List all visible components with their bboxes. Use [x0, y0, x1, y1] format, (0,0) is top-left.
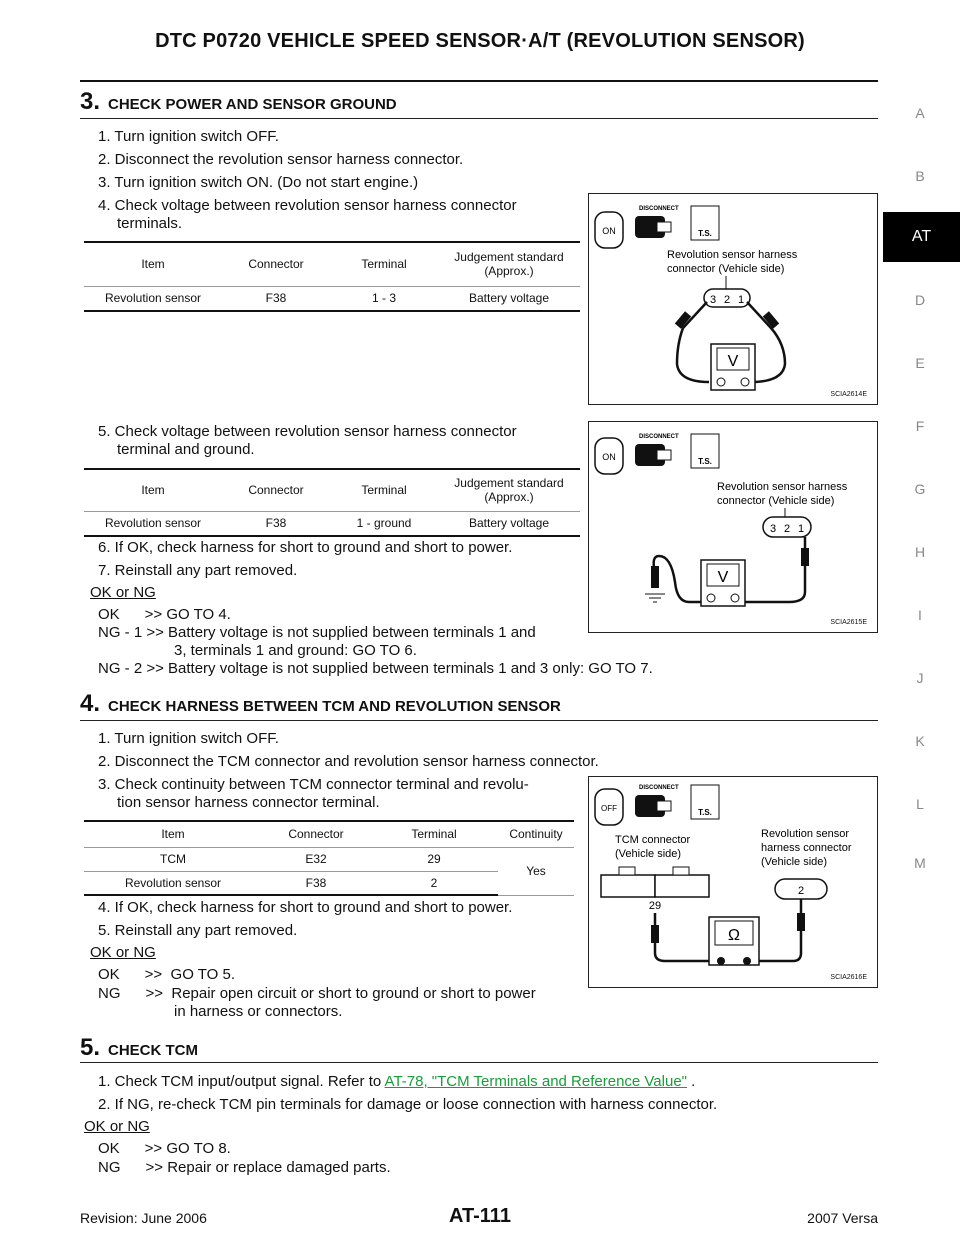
step5-heading	[80, 1034, 198, 1062]
figure-voltage-ground	[588, 421, 878, 633]
table-cell: Revolution sensor	[84, 511, 222, 536]
footer-revision: Revision: June 2006	[80, 1210, 207, 1226]
step3-item-5-line1: 5. Check voltage between revolution sensor harness connector	[98, 423, 517, 440]
disconnect-label: DISCONNECT	[639, 206, 679, 212]
table-continuity	[84, 820, 574, 896]
step4-ok-result: OK >> GO TO 5.	[98, 966, 235, 983]
table-header: Terminal	[370, 821, 498, 847]
ts-label: T.S.	[698, 229, 712, 238]
step3-item-5-line2: terminal and ground.	[117, 441, 255, 458]
table-cell: Battery voltage	[438, 511, 580, 536]
step3-heading	[80, 88, 397, 116]
voltage-ground-diagram	[589, 422, 877, 632]
step4-title: CHECK HARNESS BETWEEN TCM AND REVOLUTION SENSOR	[108, 698, 561, 715]
voltmeter-icon	[701, 560, 745, 606]
pin-label: 3	[769, 523, 777, 535]
ignition-on-icon	[595, 438, 623, 474]
side-index-i[interactable]: I	[918, 607, 922, 623]
table-row	[84, 286, 580, 311]
table-header: Continuity	[498, 821, 574, 847]
table-cell: Yes	[498, 847, 574, 895]
ignition-label: ON	[602, 452, 616, 462]
table-cell: F38	[222, 511, 330, 536]
connector-label-line2: connector (Vehicle side)	[717, 495, 835, 507]
step5-ng-result: NG >> Repair or replace damaged parts.	[98, 1159, 391, 1176]
step5-item-1-end: .	[687, 1073, 696, 1090]
side-index-l[interactable]: L	[916, 796, 924, 812]
meter-label: V	[727, 353, 739, 370]
voltage-terminals-diagram	[589, 194, 877, 404]
test-equipment-icon	[691, 206, 719, 240]
tcm-connector-label-line1: TCM connector	[615, 834, 691, 846]
step4-item-2: 2. Disconnect the TCM connector and revolution sensor harness connector.	[98, 753, 599, 770]
revolution-sensor-connector	[775, 879, 827, 899]
side-index-k[interactable]: K	[915, 733, 925, 749]
test-equipment-icon	[691, 785, 719, 819]
step3-item-3: 3. Turn ignition switch ON. (Do not start engine.)	[98, 174, 419, 191]
step3-title: CHECK POWER AND SENSOR GROUND	[108, 96, 397, 113]
step3-ok-ng-label: OK or NG	[90, 584, 156, 601]
side-index-g[interactable]: G	[914, 481, 926, 497]
ohmmeter-icon	[709, 917, 759, 965]
step4-item-3-line2: tion sensor harness connector terminal.	[117, 794, 380, 811]
side-index-m[interactable]: M	[914, 855, 926, 871]
table-cell: Revolution sensor	[84, 871, 262, 895]
pin-label: 3	[709, 294, 717, 306]
side-index-j[interactable]: J	[916, 670, 924, 686]
test-equipment-icon	[691, 434, 719, 468]
ignition-label: ON	[602, 226, 616, 236]
step4-rule	[80, 720, 878, 721]
table-header: Item	[84, 242, 222, 286]
pin-label: 2	[723, 294, 731, 306]
step4-item-3-line1: 3. Check continuity between TCM connector terminal and revolu-	[98, 776, 529, 793]
step4-ng-result-line1: NG >> Repair open circuit or short to ground or short to power	[98, 985, 536, 1002]
connector-label-line1: Revolution sensor harness	[667, 249, 798, 261]
table-voltage-ground	[84, 468, 580, 537]
step5-ok-result: OK >> GO TO 8.	[98, 1140, 231, 1157]
step3-ng2-result: NG - 2 >> Battery voltage is not supplied between terminals 1 and 3 only: GO TO 7.	[98, 660, 653, 677]
table-cell: F38	[222, 286, 330, 311]
continuity-diagram	[589, 777, 877, 987]
side-index-e[interactable]: E	[915, 355, 925, 371]
step4-item-4: 4. If OK, check harness for short to ground and short to power.	[98, 899, 513, 916]
step5-item-2: 2. If NG, re-check TCM pin terminals for damage or loose connection with harness connector.	[98, 1096, 718, 1113]
step3-item-6: 6. If OK, check harness for short to ground and short to power.	[98, 539, 513, 556]
table-header: Connector	[262, 821, 370, 847]
disconnect-icon	[635, 785, 679, 817]
table-cell: E32	[262, 847, 370, 871]
meter-label: Ω	[728, 927, 740, 944]
rev-connector-label-line2: harness connector	[761, 842, 852, 854]
step5-number: 5.	[80, 1034, 101, 1061]
step5-title: CHECK TCM	[108, 1042, 199, 1059]
table-cell: TCM	[84, 847, 262, 871]
rev-connector-label-line1: Revolution sensor	[761, 828, 850, 840]
table-cell: Battery voltage	[438, 286, 580, 311]
table-cell: 29	[370, 847, 498, 871]
step3-ng1-result-line1: NG - 1 >> Battery voltage is not supplied between terminals 1 and	[98, 624, 536, 641]
side-index-b[interactable]: B	[915, 168, 925, 184]
step5-item-1	[98, 1073, 695, 1091]
table-header: Terminal	[330, 469, 438, 511]
rev-connector-label-line3: (Vehicle side)	[761, 856, 828, 868]
disconnect-label: DISCONNECT	[639, 785, 679, 791]
disconnect-icon	[635, 434, 679, 466]
ignition-off-icon	[595, 789, 623, 825]
figure-code: SCIA2614E	[830, 391, 867, 398]
page-title: DTC P0720 VEHICLE SPEED SENSOR·A/T (REVOLUTION SENSOR)	[155, 30, 805, 52]
table-voltage-terminals	[84, 241, 580, 312]
disconnect-icon	[635, 206, 679, 238]
header-rule	[80, 80, 878, 82]
table-cell: 1 - 3	[330, 286, 438, 311]
tcm-connector-label-line2: (Vehicle side)	[615, 848, 682, 860]
pin-label: 29	[648, 900, 662, 912]
step3-item-1: 1. Turn ignition switch OFF.	[98, 128, 279, 145]
voltmeter-icon	[711, 344, 755, 390]
table-row	[84, 847, 574, 871]
table-header: Connector	[222, 469, 330, 511]
tcm-connector	[601, 867, 709, 912]
table-header	[438, 469, 580, 511]
step3-item-4-line1: 4. Check voltage between revolution sensor harness connector	[98, 197, 517, 214]
table-row	[84, 511, 580, 536]
table-header	[438, 242, 580, 286]
step3-number: 3.	[80, 88, 101, 115]
ts-label: T.S.	[698, 457, 712, 466]
step4-number: 4.	[80, 690, 101, 717]
ignition-label: OFF	[601, 804, 617, 813]
ignition-on-icon	[595, 212, 623, 248]
side-index-f[interactable]: F	[915, 418, 925, 434]
table-header-line2: (Approx.)	[484, 490, 534, 505]
table-header-line2: (Approx.)	[484, 264, 534, 279]
side-index-a[interactable]: A	[915, 105, 925, 121]
reference-link[interactable]: AT-78, "TCM Terminals and Reference Value"	[384, 1073, 687, 1090]
figure-voltage-terminals	[588, 193, 878, 405]
step3-ng1-result-line2: 3, terminals 1 and ground: GO TO 6.	[174, 642, 417, 659]
harness-connector	[704, 289, 750, 307]
ground-icon	[645, 594, 665, 602]
footer-model: 2007 Versa	[807, 1210, 878, 1226]
table-header: Connector	[222, 242, 330, 286]
step4-item-5: 5. Reinstall any part removed.	[98, 922, 298, 939]
figure-code: SCIA2616E	[830, 974, 867, 981]
table-header: Item	[84, 821, 262, 847]
connector-label-line2: connector (Vehicle side)	[667, 263, 785, 275]
step5-item-1-text: 1. Check TCM input/output signal. Refer to	[98, 1073, 385, 1090]
step4-ok-ng-label: OK or NG	[90, 944, 156, 961]
pin-label: 2	[783, 523, 791, 535]
step5-rule	[80, 1062, 878, 1063]
table-cell: F38	[262, 871, 370, 895]
pin-label: 1	[737, 294, 745, 306]
ts-label: T.S.	[698, 808, 712, 817]
step3-item-4-line2: terminals.	[117, 215, 183, 232]
pin-label: 1	[797, 523, 805, 535]
table-cell: 1 - ground	[330, 511, 438, 536]
step4-item-1: 1. Turn ignition switch OFF.	[98, 730, 279, 747]
table-header: Item	[84, 469, 222, 511]
side-index-h[interactable]: H	[914, 544, 926, 560]
harness-connector	[763, 517, 811, 537]
step3-rule	[80, 118, 878, 119]
meter-label: V	[717, 569, 729, 586]
step3-item-2: 2. Disconnect the revolution sensor harness connector.	[98, 151, 464, 168]
step3-ok-result: OK >> GO TO 4.	[98, 606, 231, 623]
step3-item-7: 7. Reinstall any part removed.	[98, 562, 298, 579]
figure-code: SCIA2615E	[830, 619, 867, 626]
step4-ng-result-line2: in harness or connectors.	[174, 1003, 343, 1020]
table-cell: Revolution sensor	[84, 286, 222, 311]
side-index-at-active[interactable]: AT	[883, 212, 960, 262]
disconnect-label: DISCONNECT	[639, 434, 679, 440]
table-header: Terminal	[330, 242, 438, 286]
side-index-d[interactable]: D	[914, 292, 926, 308]
connector-label-line1: Revolution sensor harness	[717, 481, 848, 493]
table-header-line1: Judgement standard	[454, 476, 564, 491]
table-header-line1: Judgement standard	[454, 250, 564, 265]
pin-label: 2	[797, 885, 805, 897]
step4-heading	[80, 690, 561, 718]
table-cell: 2	[370, 871, 498, 895]
step5-ok-ng-label: OK or NG	[84, 1118, 150, 1135]
figure-continuity	[588, 776, 878, 988]
footer-page-number: AT-111	[449, 1205, 511, 1227]
